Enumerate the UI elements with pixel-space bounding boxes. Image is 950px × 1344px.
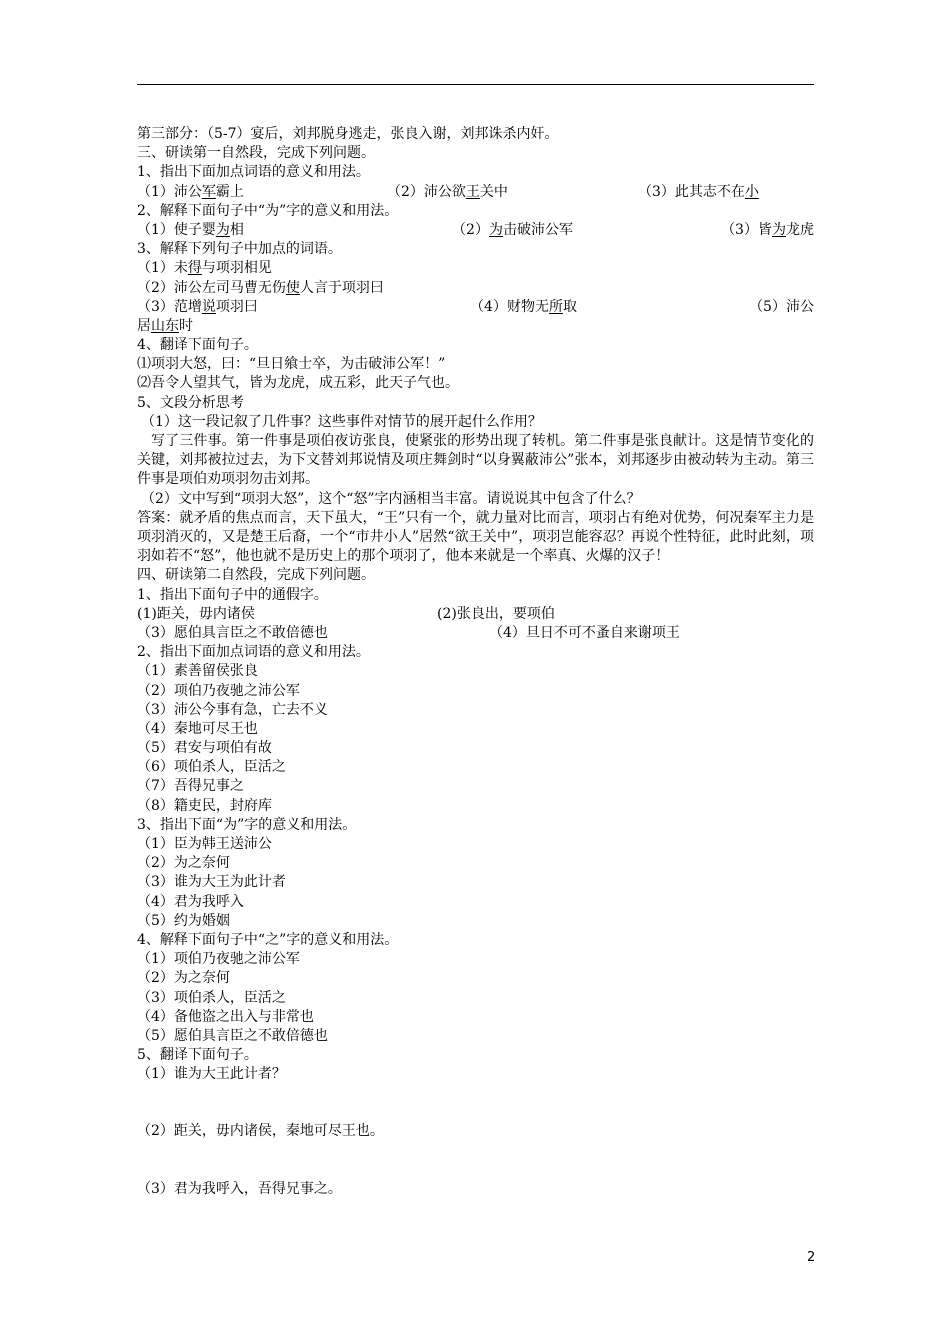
s4-q4-title: 4、解释下面句子中“之”字的意义和用法。 — [137, 931, 399, 948]
s3-q5-question-2: （2）文中写到“项羽大怒”，这个“怒”字内涵相当丰富。请说说其中包含了什么？ — [141, 490, 641, 507]
s4-q4-item: （1）项伯乃夜驰之沛公军 — [137, 951, 300, 968]
part3-summary: 第三部分：（5-7）宴后，刘邦脱身逃走，张良入谢，刘邦诛杀内奸。 — [137, 126, 559, 142]
s4-q1-item-1: (1)距关，毋内诸侯 — [137, 605, 255, 622]
s4-q2-title: 2、指出下面加点词语的意义和用法。 — [137, 644, 370, 661]
s4-q5-item: （3）君为我呼入，吾得兄事之。 — [137, 1180, 342, 1197]
section4-title: 四、研读第二自然段，完成下列问题。 — [137, 567, 375, 584]
s3-q3-item-5: （5）沛公 — [749, 298, 814, 315]
s4-q2-item: （6）项伯杀人，臣活之 — [137, 759, 286, 776]
s3-q2-items — [137, 221, 814, 240]
s4-q3-item: （1）臣为韩王送沛公 — [137, 836, 272, 853]
s4-q5-title: 5、翻译下面句子。 — [137, 1047, 258, 1064]
s3-q1-items — [137, 183, 814, 202]
s4-q3-item: （2）为之奈何 — [137, 855, 230, 872]
s3-q3-item-5-cont: 居山东时 — [137, 317, 193, 334]
s4-q3-item: （5）约为婚姻 — [137, 912, 230, 929]
s3-q1-item-3: （3）此其志不在小 — [638, 183, 759, 200]
s3-q1-item-1: （1）沛公军霸上 — [137, 183, 244, 200]
s3-q3-item-2: （2）沛公左司马曹无伤使人言于项羽曰 — [137, 279, 384, 296]
s3-q4-item-1: ⑴项羽大怒，曰：“旦日飨士卒，为击破沛公军！” — [137, 356, 446, 373]
s4-q2-item: （2）项伯乃夜驰之沛公军 — [137, 682, 300, 699]
s3-q2-item-2: （2）为击破沛公军 — [452, 221, 573, 238]
s3-q4-title: 4、翻译下面句子。 — [137, 337, 258, 354]
s4-q3-item: （3）谁为大王为此计者 — [137, 874, 286, 891]
document-body — [137, 125, 814, 1199]
answer-space — [137, 1142, 814, 1180]
answer-space — [137, 1084, 814, 1122]
s3-q3-item-1: （1）未得与项羽相见 — [137, 260, 272, 277]
section3-title: 三、研读第一自然段，完成下列问题。 — [137, 145, 375, 162]
s3-q3-item-4: （4）财物无所取 — [470, 298, 577, 315]
header-rule — [137, 84, 814, 85]
s4-q2-item: （8）籍吏民，封府库 — [137, 797, 272, 814]
s3-q2-item-3: （3）皆为龙虎 — [721, 221, 814, 238]
s3-q2-item-1: （1）使子婴为相 — [137, 221, 244, 238]
s4-q4-item: （3）项伯杀人，臣活之 — [137, 989, 286, 1006]
s4-q4-item: （5）愿伯具言臣之不敢倍德也 — [137, 1027, 328, 1044]
s4-q1-item-4: （4）旦日不可不蚤自来谢项王 — [489, 624, 680, 641]
s4-q2-item: （1）素善留侯张良 — [137, 663, 258, 680]
s4-q1-row-2 — [137, 624, 814, 643]
s4-q1-item-2: (2)张良出，要项伯 — [437, 605, 555, 622]
s4-q1-title: 1、指出下面句子中的通假字。 — [137, 586, 328, 603]
s3-q3-title: 3、解释下列句子中加点的词语。 — [137, 241, 342, 258]
s4-q5-item: （2）距关，毋内诸侯，秦地可尽王也。 — [137, 1123, 384, 1140]
page-number: 2 — [807, 1250, 816, 1265]
s3-q5-title: 5、文段分析思考 — [137, 394, 244, 411]
s4-q4-item: （2）为之奈何 — [137, 970, 230, 987]
s3-q3-item-3: （3）范增说项羽曰 — [137, 298, 258, 315]
s4-q2-item: （7）吾得兄事之 — [137, 778, 244, 795]
s3-q5-answer-2: 答案：就矛盾的焦点而言，天下虽大，“王”只有一个，就力量对比而言，项羽占有绝对优势，何况秦军主力是项羽消灭的，又是楚王后裔，一个“市井小人”居然“欲王关中”，项羽岂能容忍？再说个性特征，此时此刻，项羽如若不“怒”，他也就不是历史上的那个项羽了，他本来就是一个率真、火爆的汉子！ — [137, 509, 814, 565]
s4-q4-item: （4）备他盗之出入与非常也 — [137, 1008, 314, 1025]
s4-q3-item: （4）君为我呼入 — [137, 893, 244, 910]
s3-q3-items-3-5 — [137, 298, 814, 317]
s3-q1-title: 1、指出下面加点词语的意义和用法。 — [137, 164, 370, 181]
s3-q1-item-2: （2）沛公欲王关中 — [387, 183, 508, 200]
s3-q5-answer-1: 写了三件事。第一件事是项伯夜访张良，使紧张的形势出现了转机。第二件事是张良献计。这是情节变化的关键，刘邦被拉过去，为下文替刘邦说情及项庄舞剑时“以身翼蔽沛公”张本，刘邦逐步由被动转为主动。第三件事是项伯劝项羽勿击刘邦。 — [137, 433, 814, 488]
s4-q1-row-1 — [137, 605, 814, 624]
s4-q1-item-3: （3）愿伯具言臣之不敢倍德也 — [137, 624, 328, 641]
s4-q5-item: （1）谁为大王此计者？ — [137, 1066, 286, 1083]
s3-q5-question-1: （1）这一段记叙了几件事？这些事件对情节的展开起什么作用？ — [141, 413, 542, 430]
s3-q4-item-2: ⑵吾令人望其气，皆为龙虎，成五彩，此天子气也。 — [137, 375, 459, 392]
s4-q2-item: （5）君安与项伯有故 — [137, 740, 272, 757]
s4-q3-title: 3、指出下面“为”字的意义和用法。 — [137, 816, 357, 833]
s4-q2-item: （4）秦地可尽王也 — [137, 720, 258, 737]
s4-q2-item: （3）沛公今事有急，亡去不义 — [137, 701, 328, 718]
s3-q2-title: 2、解释下面句子中“为”字的意义和用法。 — [137, 202, 399, 219]
